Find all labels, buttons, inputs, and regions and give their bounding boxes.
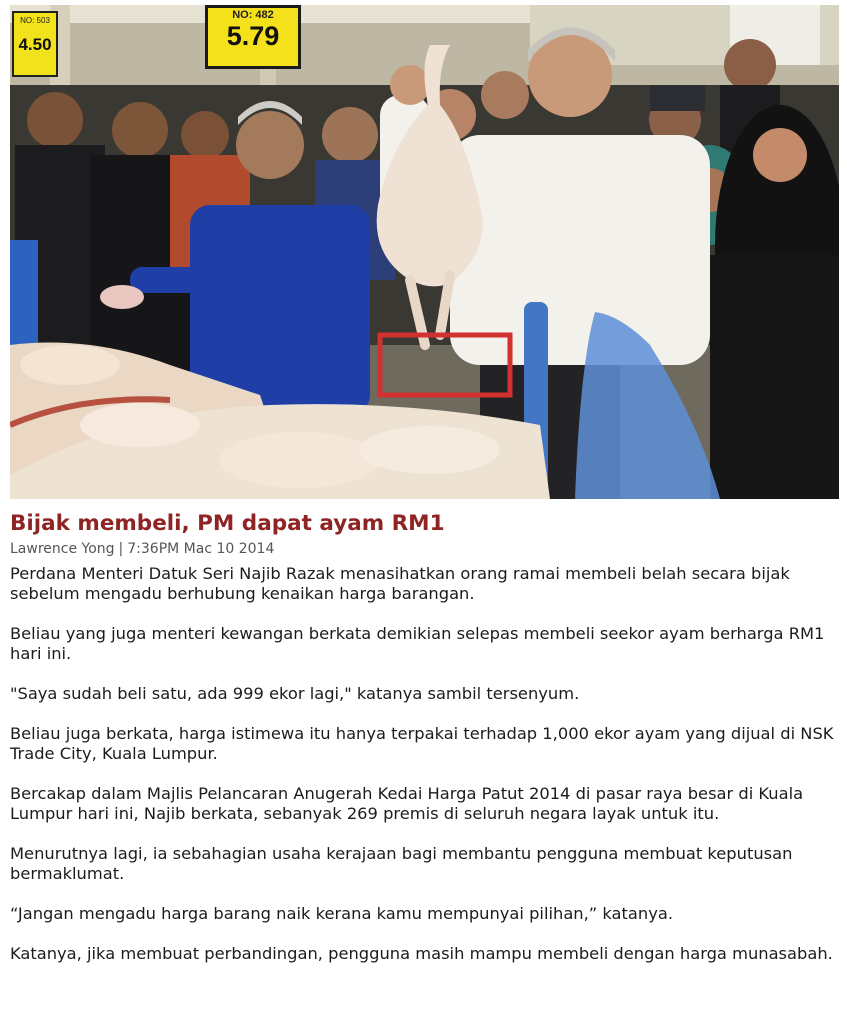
article-paragraph: Beliau yang juga menteri kewangan berkata demikian selepas membeli seekor ayam berharga RM1 hari ini.	[10, 624, 825, 663]
market-scene-illustration	[10, 5, 839, 499]
price-sign-left	[12, 11, 58, 77]
article-paragraph: "Saya sudah beli satu, ada 999 ekor lagi," katanya sambil tersenyum.	[10, 684, 580, 703]
author-name[interactable]: Lawrence Yong	[10, 541, 115, 557]
article-body	[10, 564, 840, 984]
article-paragraph: Beliau juga berkata, harga istimewa itu hanya terpakai terhadap 1,000 ekor ayam yang dijual di NSK Trade City, Kuala Lumpur.	[10, 724, 834, 763]
publish-datetime: 7:36PM Mac 10 2014	[127, 541, 275, 557]
article-photo	[10, 5, 839, 499]
article-paragraph: Menurutnya lagi, ia sebahagian usaha kerajaan bagi membantu pengguna membuat keputusan bermaklumat.	[10, 844, 793, 883]
byline-separator: |	[118, 541, 124, 557]
article-paragraph: Bercakap dalam Majlis Pelancaran Anugerah Kedai Harga Patut 2014 di pasar raya besar di Kuala Lumpur hari ini, Najib berkata, sebanyak 269 premis di seluruh negara layak untuk itu.	[10, 784, 804, 823]
article-paragraph: “Jangan mengadu harga barang naik kerana kamu mempunyai pilihan,” katanya.	[10, 904, 673, 923]
price-sign-value: 4.50	[18, 35, 52, 54]
article-paragraph: Katanya, jika membuat perbandingan, pengguna masih mampu membeli dengan harga munasabah.	[10, 944, 833, 963]
article-title: Bijak membeli, PM dapat ayam RM1	[10, 511, 445, 536]
price-sign-label: NO: 503	[20, 16, 50, 25]
price-sign-value: 5.79	[226, 21, 280, 51]
byline	[10, 541, 274, 557]
price-sign-label: NO: 482	[232, 9, 274, 21]
price-sign-center	[205, 5, 301, 69]
article-paragraph: Perdana Menteri Datuk Seri Najib Razak menasihatkan orang ramai membeli belah secara bijak sebelum mengadu berhubung kenaikan harga barangan.	[10, 564, 790, 603]
